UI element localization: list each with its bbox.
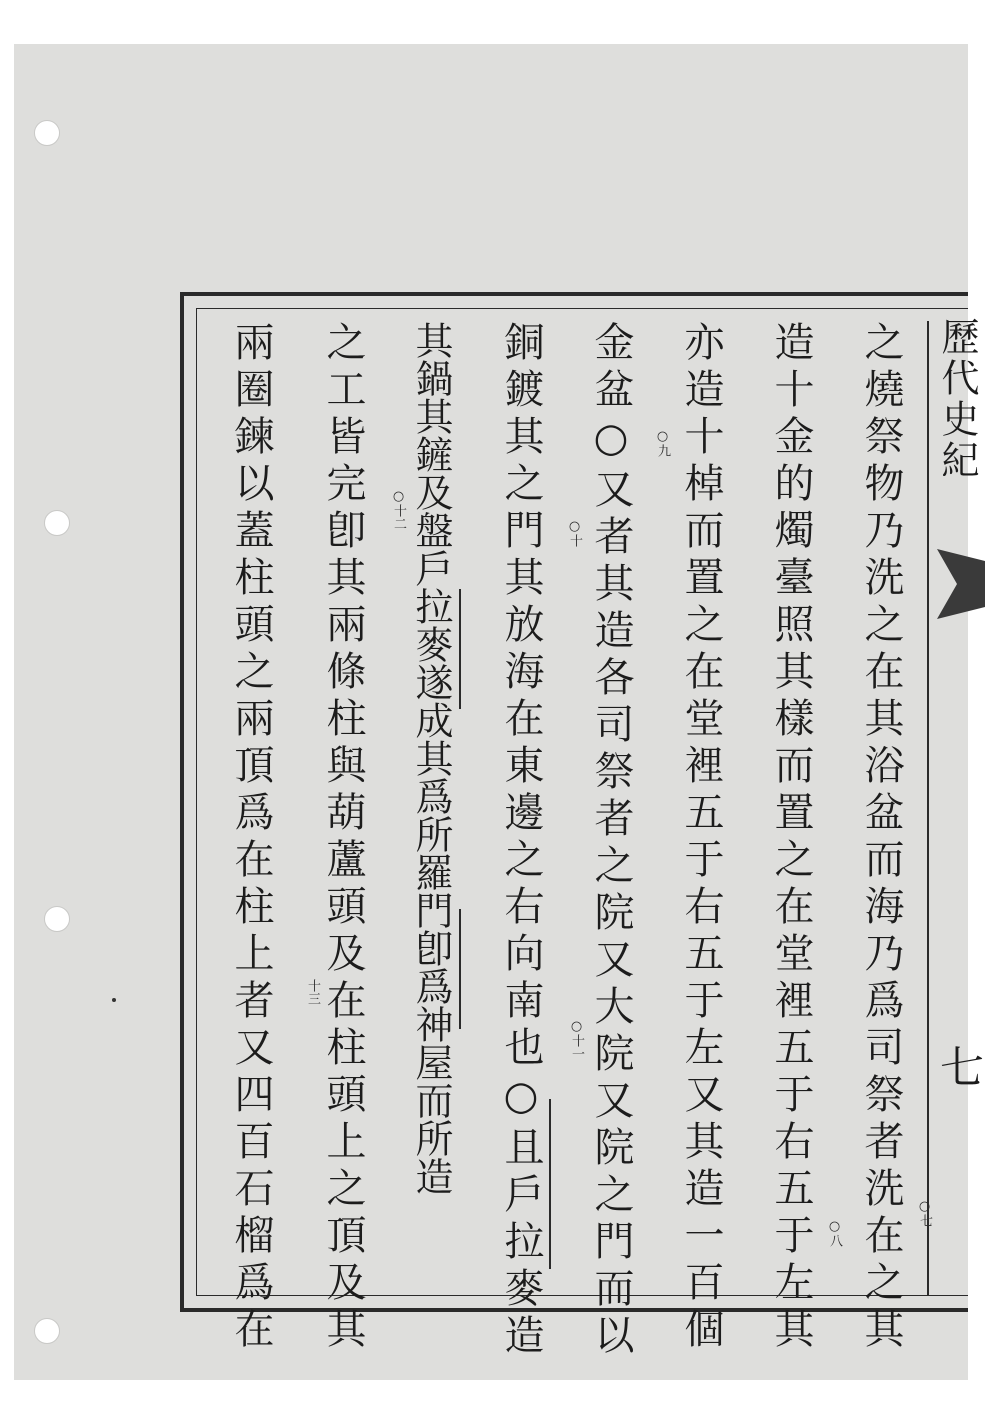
text-column-1: 之燒祭物乃洗之在其浴盆而海乃爲司祭者洗在之其 <box>858 321 904 1355</box>
top-margin <box>0 0 992 44</box>
column-rule <box>927 321 929 1295</box>
text-column-4: 金盆○又者其造各司祭者之院又大院又院之門而以 <box>588 321 634 1361</box>
ink-speck <box>112 998 116 1002</box>
binder-hole-4 <box>34 1318 60 1344</box>
binder-hole-2 <box>44 510 70 536</box>
text-block <box>196 308 983 1361</box>
text-frame <box>180 292 983 1361</box>
binder-hole-1 <box>34 120 60 146</box>
annotation-mark: ○十二 <box>391 489 406 530</box>
page-number: 七 <box>932 1044 983 1088</box>
annotation-mark: ○十 <box>567 519 582 547</box>
annotation-mark: ○十一 <box>569 1019 584 1060</box>
name-underline <box>459 589 461 709</box>
text-column-2: 造十金的燭臺照其樣而置之在堂裡五于右五于左其 <box>768 321 814 1355</box>
annotation-mark: ○七 <box>917 1199 932 1227</box>
book-title: 歷代史紀 <box>935 317 979 481</box>
annotation-mark: 十三 <box>305 979 320 1005</box>
annotation-mark: ○九 <box>655 429 670 457</box>
binder-hole-3 <box>44 906 70 932</box>
name-underline <box>459 909 461 1029</box>
text-column-3: 亦造十棹而置之在堂裡五于右五于左又其造一百個 <box>678 321 724 1355</box>
fish-tail-mark-icon <box>937 549 985 619</box>
name-underline <box>549 1099 551 1269</box>
annotation-mark: ○八 <box>827 1219 842 1247</box>
text-column-8: 兩圈鍊以蓋柱頭之兩頂爲在柱上者又四百石榴爲在 <box>228 321 274 1355</box>
text-column-7: 之工皆完卽其兩條柱與葫蘆頭及在柱頭上之頂及其 <box>320 321 366 1355</box>
text-column-6: 其鍋其鏟及盤戶拉麥遂成其爲所羅門卽爲神屋而所造 <box>409 321 453 1195</box>
text-column-5: 銅鍍其之門其放海在東邊之右向南也○且戶拉麥造 <box>498 321 544 1361</box>
